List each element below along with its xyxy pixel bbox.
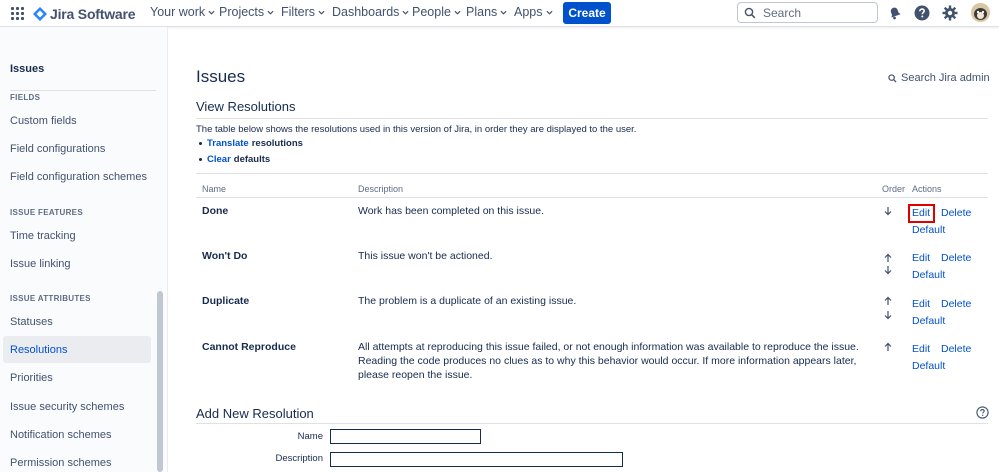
bullet-text: resolutions (251, 138, 303, 149)
nav-label: Filters (281, 5, 316, 19)
sidebar-item-issue-linking[interactable]: Issue linking (10, 257, 71, 270)
chevron-down-icon (208, 9, 215, 16)
nav-label: Apps (514, 5, 543, 19)
nav-your-work[interactable] (150, 5, 215, 19)
chevron-down-icon (318, 9, 325, 16)
sidebar-item-notification-schemes[interactable]: Notification schemes (10, 428, 112, 441)
sidebar-divider (10, 90, 156, 91)
bullet-dot (199, 158, 202, 161)
sidebar-item-custom-fields[interactable]: Custom fields (10, 114, 77, 127)
resolution-name: Done (202, 205, 229, 217)
edit-link[interactable]: Edit (912, 252, 931, 264)
nav-label: Projects (219, 5, 265, 19)
resolution-description: All attempts at reproducing this issue failed, or not enough information was available to reproduce the issue. Reading the code produces no clues as to why this behavior would occur. If more information appears later, please reopen the issue. (358, 341, 859, 381)
main-content (169, 27, 999, 472)
help-icon[interactable] (976, 406, 989, 419)
notifications-icon[interactable] (887, 5, 903, 21)
search-input[interactable] (763, 6, 873, 20)
column-header-actions: Actions (912, 184, 942, 194)
create-button[interactable]: Create (563, 2, 611, 24)
nav-label: Dashboards (332, 5, 400, 19)
name-label: Name (297, 431, 323, 442)
sidebar-heading-issue-features: ISSUE FEATURES (10, 208, 83, 217)
column-header-name: Name (202, 184, 227, 194)
sidebar-item-statuses[interactable]: Statuses (10, 315, 53, 328)
view-resolutions-heading: View Resolutions (196, 99, 296, 114)
default-link[interactable]: Default (912, 224, 946, 236)
move-up-arrow-icon[interactable] (883, 253, 893, 263)
sidebar-scrollbar[interactable] (157, 291, 163, 472)
description-input[interactable] (330, 452, 623, 467)
section-divider (196, 118, 988, 119)
page-title: Issues (196, 67, 246, 86)
move-up-arrow-icon[interactable] (883, 342, 893, 352)
chevron-down-icon (500, 9, 507, 16)
admin-sidebar (0, 27, 168, 472)
sidebar-heading-issue-attributes: ISSUE ATTRIBUTES (10, 294, 91, 303)
nav-projects[interactable] (219, 5, 274, 19)
table-header-rule (196, 197, 988, 198)
search-jira-admin-link[interactable] (888, 72, 990, 84)
nav-dashboards[interactable] (332, 5, 409, 19)
bullet-translate (199, 138, 303, 149)
sidebar-item-field-configurations[interactable]: Field configurations (10, 142, 106, 155)
move-down-arrow-icon[interactable] (883, 265, 893, 275)
app-switcher-icon[interactable] (11, 7, 24, 20)
resolution-name: Cannot Reproduce (202, 341, 296, 353)
nav-apps[interactable] (514, 5, 553, 19)
search-icon (888, 74, 897, 83)
sidebar-heading-fields: FIELDS (10, 93, 41, 102)
resolution-name: Duplicate (202, 295, 250, 307)
sidebar-title: Issues (10, 63, 45, 75)
avatar-image (971, 3, 990, 22)
delete-link[interactable]: Delete (941, 343, 972, 355)
column-header-description: Description (358, 184, 404, 194)
edit-link[interactable]: Edit (912, 343, 931, 355)
nav-label: Plans (466, 5, 498, 19)
clear-link[interactable]: Clear (207, 154, 231, 165)
sidebar-item-field-configuration-schemes[interactable]: Field configuration schemes (10, 170, 147, 183)
edit-link[interactable]: Edit (912, 207, 931, 219)
edit-highlight-box (908, 204, 935, 223)
resolution-description: Work has been completed on this issue. (358, 205, 544, 217)
sidebar-item-resolutions[interactable]: Resolutions (3, 336, 151, 363)
help-icon[interactable] (914, 5, 930, 21)
search-icon (744, 7, 756, 19)
nav-people[interactable] (412, 5, 461, 19)
chevron-down-icon (454, 9, 461, 16)
logo-text: Jira Software (50, 5, 136, 22)
sidebar-item-permission-schemes[interactable]: Permission schemes (10, 456, 112, 469)
edit-link[interactable]: Edit (912, 298, 931, 310)
global-search[interactable] (737, 2, 878, 23)
chevron-down-icon (546, 9, 553, 16)
user-avatar[interactable] (971, 3, 990, 22)
bullet-dot (199, 142, 202, 145)
sidebar-item-issue-security-schemes[interactable]: Issue security schemes (10, 400, 125, 413)
resolution-description: This issue won't be actioned. (358, 250, 493, 262)
name-input[interactable] (330, 429, 481, 444)
bullet-text: defaults (233, 154, 271, 165)
translate-link[interactable]: Translate (207, 138, 249, 149)
sidebar-item-priorities[interactable]: Priorities (10, 371, 53, 384)
column-header-order: Order (882, 184, 906, 194)
bullet-clear (199, 154, 270, 165)
move-down-arrow-icon[interactable] (883, 310, 893, 320)
admin-search-label: Search Jira admin (901, 72, 990, 84)
nav-filters[interactable] (281, 5, 325, 19)
top-navigation (0, 0, 999, 27)
section-divider (196, 423, 988, 424)
move-up-arrow-icon[interactable] (883, 296, 893, 306)
jira-logo-icon (33, 7, 47, 21)
nav-plans[interactable] (466, 5, 507, 19)
sidebar-item-time-tracking[interactable]: Time tracking (10, 229, 76, 242)
add-resolution-heading: Add New Resolution (196, 406, 314, 421)
delete-link[interactable]: Delete (941, 252, 972, 264)
description-label: Description (275, 453, 323, 464)
resolution-description: The problem is a duplicate of an existing issue. (358, 295, 577, 307)
intro-text: The table below shows the resolutions used in this version of Jira, in order they are displayed to the user. (196, 124, 637, 135)
delete-link[interactable]: Delete (941, 207, 972, 219)
settings-gear-icon[interactable] (942, 5, 958, 21)
default-link[interactable]: Default (912, 315, 946, 327)
default-link[interactable]: Default (912, 360, 946, 372)
default-link[interactable]: Default (912, 269, 946, 281)
move-down-arrow-icon[interactable] (883, 206, 893, 216)
resolution-name: Won't Do (202, 250, 248, 262)
table-top-rule (196, 173, 988, 174)
jira-logo[interactable] (33, 5, 135, 22)
delete-link[interactable]: Delete (941, 298, 972, 310)
nav-label: Your work (150, 5, 206, 19)
chevron-down-icon (402, 9, 409, 16)
nav-label: People (412, 5, 451, 19)
chevron-down-icon (267, 9, 274, 16)
